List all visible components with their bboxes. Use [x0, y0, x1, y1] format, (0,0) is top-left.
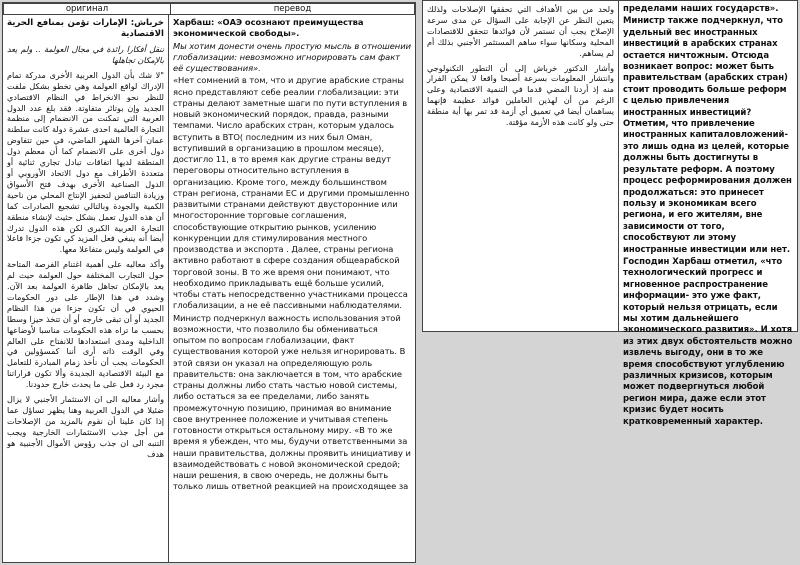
russian-paragraph: пределами наших государств». [623, 4, 779, 14]
arabic-paragraph: "لا شك بأن الدول العربية الأخرى مدركة تمام الإدراك لواقع العولمة وهي تخطو بشكل ملفت للنظر نحو الانخراط في النظام الاقتصادي الجديد وإن بوتائر متفاوتة. فقد بلغ عدد الدول العربية التي تمكنت من الانضمام إلى منظمة التجارة العالمية احدى عشرة دولة كانت سلطنة عمان آخرها الشهر الماضي، في حين تتفاوض دول أخرى على الانضمام كما أن معظم دول المنطقة لديها اتفاقات تبادل تجاري ثنائية أو متعددة الأطراف مع دول الاتحاد الأوروبي أو الدول الصناعية الأخرى بهدف فتح الأسواق وزيادة التنافس لتحفيز الإنتاج المحلي من ناحية الكمية والجودة وبالتالي تشجيع الصادرات كما أن هذه الدول تعمل بشكل حثيث لإنشاء منطقة التجارة العربية الكبرى لكن هذه الدول تدرك أيضا أنه ينبغي فعل المزيد كي تكون جزءا فاعلا في العولمة وليس متفاعلا معها. [7, 69, 164, 255]
russian-paragraph: «Нет сомнений в том, что и другие арабские страны ясно представляют себе реалии глобализации: эти страны делают заметные шаги по пути вступления в новый экономический порядок, правда, разными темпами. Число арабских стран, которым удалось вступить в ВТО( последним из них был Оман, вступивший в организацию в прошлом месяце), достигло 11, в то время как другие страны ведут переговоры относительно вступления в организацию. Кроме того, между большинством стран региона, странами ЕС и другими промышленно развитыми странами действуют двусторонние или многосторонние торговые соглашения, способствующие открытию рынков, усилению конкуренции для стимулирования местного производства и экспорта . Далее, страны региона активно работают в сфере создания общеарабской торговой зоны. В то же время они понимают, что необходимо прикладывать ещё больше усилий, чтобы стать непосредственно участниками процесса глобализации, а не её пассивными наблюдателями. [173, 75, 410, 311]
russian-translation-column-continued [619, 1, 797, 427]
arabic-title: خرباش: الإمارات تؤمن بمنافع الحرية الاقتصادية [7, 18, 164, 39]
russian-lead: Мы хотим донести очень простую мысль в отношении глобализации: невозможно игнорировать сам факт её существования». [173, 40, 411, 73]
right-page [422, 0, 798, 427]
arabic-original-column-continued [423, 1, 619, 331]
russian-paragraph: Министр также подчеркнул, что удельный вес иностранных инвестиций в арабских странах остается ничтожным. Отсюда возникает вопрос: может быть правительствам (арабских стран) стоит проводить больше реформ с целью привлечения иностранных инвестиций? Отметим, что привлечение иностранных капиталовложений- это лишь одна из целей, которые должны быть достигнуты в результате реформ. А поэтому процесс реформирования должен продолжаться: это принесет пользу и экономикам всего региона, и его жителям, вне зависимости от того, способствуют ли этому иностранные инвестиции или нет. [623, 16, 792, 255]
arabic-paragraph: ولحد من بين الأهداف التي تحققها الإصلاحات ولذلك يتعين النظر عن الإجابة على السؤال عن مدى سرعة الإصلاح يجب أن تستمر لأن فوائدها تتحقق للاقتصادات المحلية وسكانها سواء ساهم المستثمر الأجنبي بذلك أم لم يساهم. [427, 4, 614, 58]
left-page [2, 2, 416, 563]
arabic-paragraph: وأكد معاليه على أهمية اغتنام الفرصة المتاحة حول التجارب المختلفة حول العولمة حيث لم يعد بالإمكان تجاهل ظاهرة العولمة بعد الآن. وشدد في هذا الإطار على دور الحكومات الحيوي في أن تكون جزءا من هذا النظام الجديد أو أن تبقى خارجه أو أن تتخذ حيزا وسطا بحسب ما تراه هذه الحكومات مناسبا لأوضاعها الداخلية ومدى استعدادها للانفتاح على العالم وفي الوقت ذاته أرى أننا كمسؤولين في الحكومات يجب أن نأخذ زمام المبادرة للتعامل مع البيئة الاقتصادية الجديدة وألا تكون قراراتنا مجرد رد فعل على ما يحدث خارج حدودنا. [7, 259, 164, 390]
russian-translation-column [169, 15, 415, 562]
column-header-row [3, 3, 415, 15]
russian-title: Харбаш: «ОАЭ осознают преимущества экономической свободы». [173, 17, 364, 39]
arabic-lead: ننقل أفكارا رائدة في مجال العولمة .. ولم يعد بالإمكان تجاهلها [7, 44, 164, 65]
header-original: оригинал [4, 4, 171, 15]
russian-paragraph: Министр подчеркнул важность использования этой возможности, что позволило бы обмениваться опытом по вопросам глобализации, факт существования которой уже нельзя игнорировать. В этой связи он указал на определяющую роль правительств: она заключается в том, что арабские страны должны либо стать частью новой системы, либо остаться за ее пределами, либо занять промежуточную позицию, принимая во внимание свое внутреннее положение и учитывая степень готовности открыться остальному миру. «В то же время я убежден, что мы, будучи ответственными за наши правительства, должны проявить инициативу и взаимодействовать с новой экономической средой; наши решения, в свою очередь, не должны быть только лишь ответной реакцией на происходящее за [173, 312, 411, 492]
arabic-original-column [3, 15, 169, 562]
russian-paragraph: Господин Харбаш отметил, «что технологический прогресс и мгновенное распространение информации- это уже факт, который нельзя отрицать, если мы хотим дальнейшего экономического развития». И хотя из этих двух обстоятельств можно извлечь выгоду, они в то же время способствуют углублению различных кризисов, которым может подвергнуться любой регион мира, даже если этот кризис будет носить кратковременный характер. [623, 256, 793, 427]
header-translation: перевод [171, 4, 415, 15]
arabic-paragraph: وأشار الدكتور خرباش إلى أن التطور التكنولوجي وانتشار المعلومات بسرعة أصبحا واقعا لا يمكن الفرار منه إذ أردنا المضي قدما في التنمية الاقتصادية وعلى الرغم من أن لهذين العاملين فوائد عظيمة فإنهما يساهمان أيضا في تعميق أي أزمة قد تمر بها أية منطقة حتى ولو كانت هذه الأزمة مؤقتة. [427, 62, 614, 128]
arabic-paragraph: وأشار معاليه الى ان الاستثمار الأجنبي لا يزال ضئيلا في الدول العربية وهنا يظهر تساؤل عما إذا كان علينا أن نقوم بالمزيد من الإصلاحات من أجل جذب الاستثمارات الخارجية ويجب التنبه الى ان جذب رؤوس الأموال الأجنبية هو هدف [7, 394, 164, 459]
